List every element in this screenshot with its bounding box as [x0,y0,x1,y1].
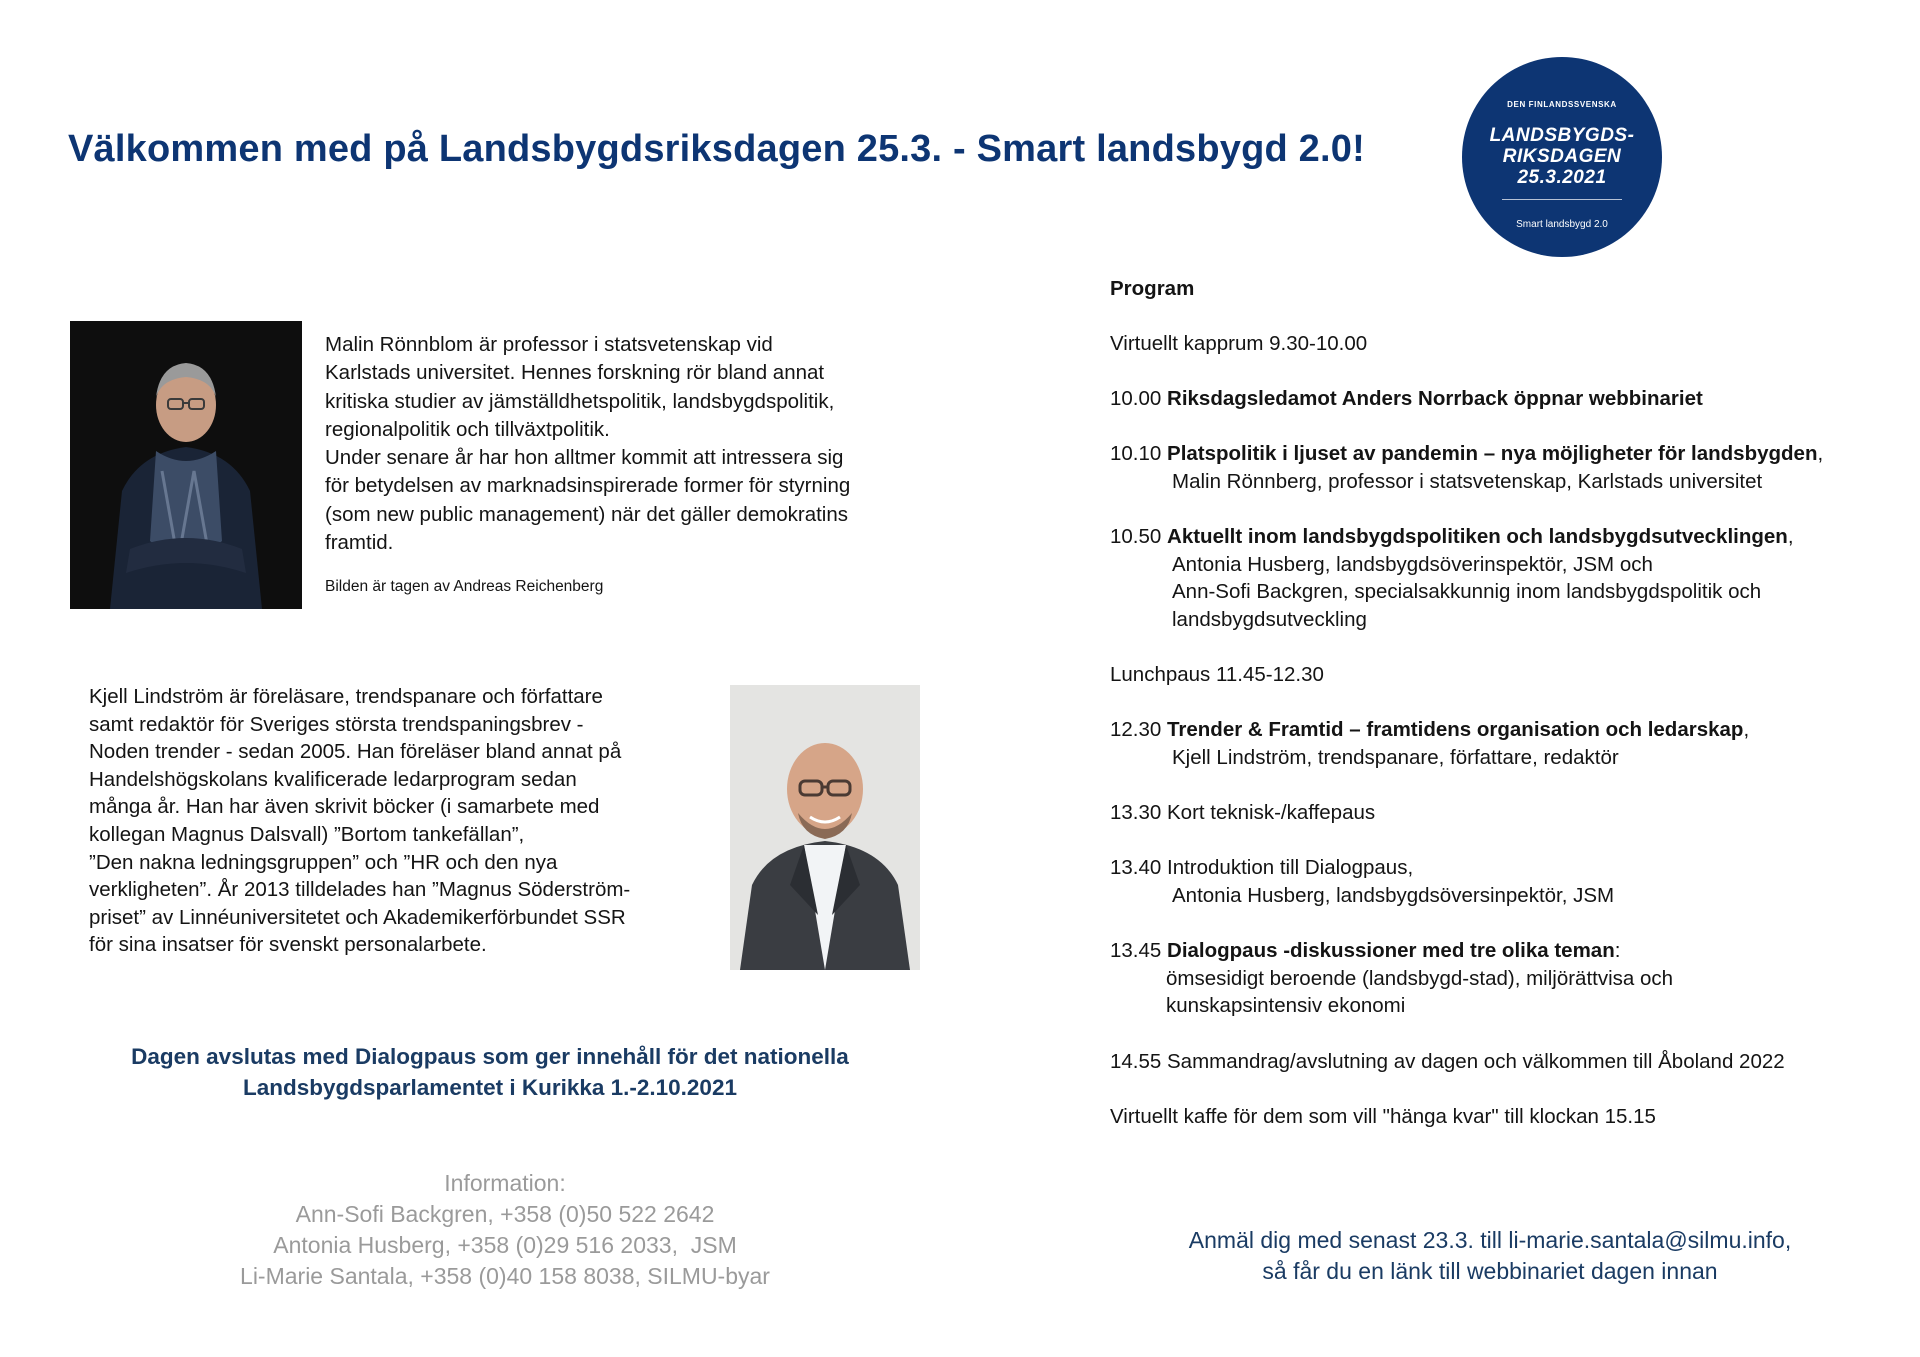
logo-main-text [1462,125,1662,188]
program-time: 10.10 [1110,442,1162,465]
malin-bio-text: Malin Rönnblom är professor i statsvetenskap vid Karlstads universitet. Hennes forskning rör bland annat kritiska studier av jämställdhetspolitik, landsbygdspolitik, regionalpolitik och tillväxtpolitik. Under senare år har hon alltmer kommit att intressera sig för betydelsen av marknadsinspirerade former för styrning (som new public management) när det gäller demokratins framtid. [325,333,851,555]
program-text: Virtuellt kapprum 9.30-10.00 [1110,332,1368,355]
logo-line-3: 25.3.2021 [1517,167,1607,188]
program-text: 14.55 Sammandrag/avslutning av dagen och välkommen till Åboland 2022 [1110,1050,1785,1073]
program-item [1110,385,1890,413]
malin-portrait-image [70,321,302,609]
photo-credit: Bilden är tagen av Andreas Reichenberg [325,578,604,595]
contact-line: Li-Marie Santala, +358 (0)40 158 8038, SILMU-byar [240,1263,770,1289]
logo-line-1: LANDSBYGDS- [1489,125,1635,146]
kjell-bio-text: Kjell Lindström är föreläsare, trendspanare och författare samt redaktör för Sveriges största trendspaningsbrev - Noden trender - sedan 2005. Han föreläser bland annat på Handelshögskolans kvalificerade ledarprogram sedan många år. Han har även skrivit böcker (i samarbete med kollegan Magnus Dalsvall) ”Bortom tankefällan”, ”Den nakna ledningsgruppen” och ”HR och den nya verkligheten”. År 2013 tilldelades han ”Magnus Söderström- priset” av Linnéuniversitetet och Akademikerförbundet SSR för sina insatser för svenskt personalarbete. [89,685,631,957]
program-item [1110,854,1890,909]
program-detail: landsbygdsutveckling [1172,607,1367,631]
program-title: Aktuellt inom landsbygdspolitiken och landsbygdsutvecklingen [1167,525,1788,548]
program-text: 13.30 Kort teknisk-/kaffepaus [1110,801,1376,824]
program-time: 12.30 [1110,718,1162,741]
contact-line: Antonia Husberg, +358 (0)29 516 2033, JSM [273,1232,737,1258]
program-item [1110,937,1890,1020]
program-suffix: , [1817,442,1824,465]
program-detail: Ann-Sofi Backgren, specialsakkunnig inom landsbygdspolitik och [1172,580,1762,604]
program-text: Lunchpaus 11.45-12.30 [1110,663,1324,686]
logo-sub-text: Smart landsbygd 2.0 [1516,219,1608,230]
program-detail: Kjell Lindström, trendspanare, författare, redaktör [1172,745,1619,769]
program-item [1110,1103,1890,1131]
program-detail: kunskapsintensiv ekonomi [1166,994,1406,1018]
program-item [1110,661,1890,689]
program-title: Riksdagsledamot Anders Norrback öppnar webbinariet [1167,387,1703,410]
info-heading: Information: [444,1170,566,1196]
program-detail: Antonia Husberg, landsbygdsöversinpektör, JSM [1172,883,1615,907]
program-time: 13.45 [1110,939,1162,962]
program-title: Trender & Framtid – framtidens organisation och ledarskap [1167,718,1744,741]
program-title: Platspolitik i ljuset av pandemin – nya möjligheter för landsbygden [1167,442,1818,465]
program-text: 13.40 Introduktion till Dialogpaus, [1110,856,1414,879]
program-item [1110,330,1890,358]
page-title: Välkommen med på Landsbygdsriksdagen 25.3. - Smart landsbygd 2.0! [68,128,1365,170]
logo-line-2: RIKSDAGEN [1502,146,1622,167]
program-title: Dialogpaus -diskussioner med tre olika teman [1167,939,1615,962]
registration-line: så får du en länk till webbinariet dagen innan [1262,1258,1718,1284]
registration-line: Anmäl dig med senast 23.3. till li-marie.santala@silmu.info, [1188,1227,1792,1253]
program-item [1110,440,1890,495]
program-detail: ömsesidigt beroende (landsbygd-stad), miljörättvisa och [1166,966,1674,990]
program-item [1110,799,1890,827]
event-logo [1462,57,1662,257]
program-text: Virtuellt kaffe för dem som vill "hänga kvar" till klockan 15.15 [1110,1105,1656,1128]
program-heading: Program [1110,277,1195,300]
kjell-portrait-image [730,685,920,970]
logo-divider [1502,199,1622,200]
contact-information [105,1168,905,1292]
program-suffix: : [1614,939,1621,962]
program-suffix: , [1787,525,1794,548]
program-time: 10.00 [1110,387,1162,410]
contact-line: Ann-Sofi Backgren, +358 (0)50 522 2642 [295,1201,715,1227]
program-item [1110,1048,1890,1076]
program-item [1110,716,1890,771]
program-detail: Malin Rönnberg, professor i statsvetenskap, Karlstads universitet [1172,469,1763,493]
registration-info [1100,1225,1880,1287]
closing-announcement: Dagen avslutas med Dialogpaus som ger innehåll för det nationella Landsbygdsparlamentet i Kurikka 1.-2.10.2021 [131,1044,849,1100]
program-suffix: , [1743,718,1750,741]
logo-pre-text: DEN FINLANDSSVENSKA [1507,100,1617,109]
program-time: 10.50 [1110,525,1162,548]
program-item [1110,523,1890,633]
program-detail: Antonia Husberg, landsbygdsöverinspektör, JSM och [1172,552,1653,576]
